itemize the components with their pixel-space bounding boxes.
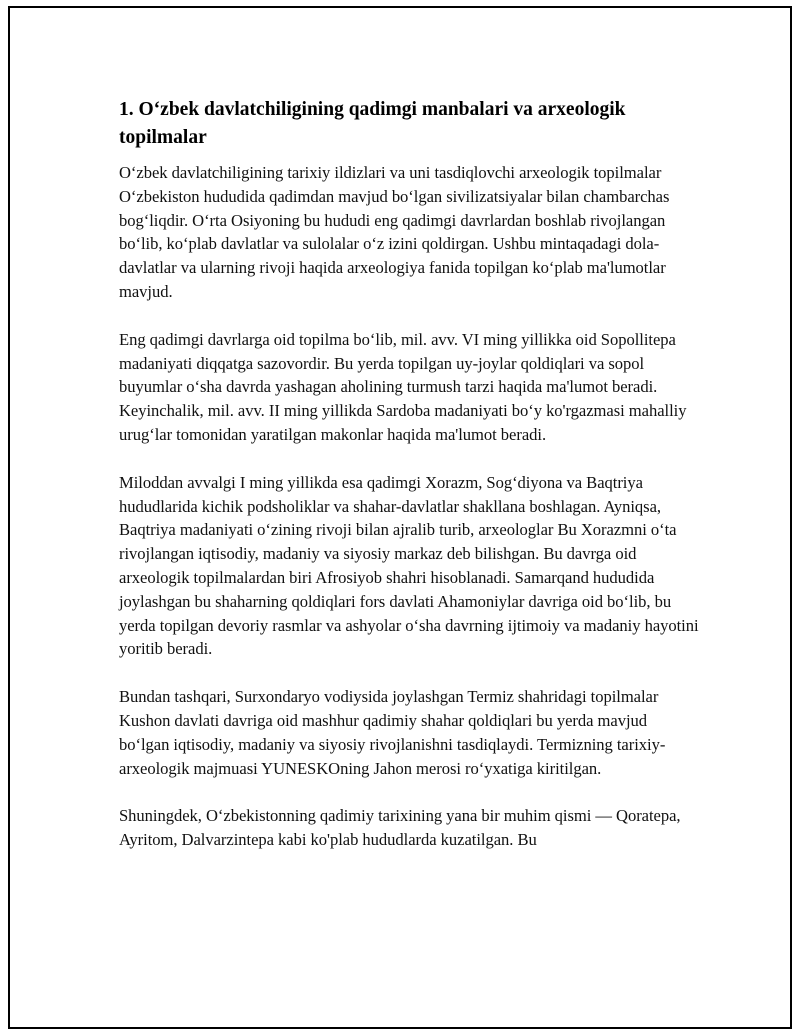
document-content: [119, 96, 699, 876]
paragraph-5: Shuningdek, O‘zbekistonning qadimiy tarixining yana bir muhim qismi — Qoratepa, Ayritom, Dalvarzintepa kabi ko'plab hududlarda kuzatilgan. Bu: [119, 806, 681, 850]
section-heading: 1. O‘zbek davlatchiligining qadimgi manbalari va arxeologik topilmalar: [119, 99, 626, 148]
paragraph-2: Eng qadimgi davrlarga oid topilma bo‘lib, mil. avv. VI ming yillikka oid Sopollitepa madaniyati diqqatga sazovordir. Bu yerda topilgan uy-joylar qoldiqlari va sopol buyumlar o‘sha davrda yashagan aholining turmush tarzi haqida ma'lumot beradi. Keyinchalik, mil. avv. II ming yillikda Sardoba madaniyati bo‘y ko'rgazmasi mahalliy urug‘lar tomonidan yaratilgan makonlar haqida ma'lumot beradi.: [119, 329, 687, 444]
paragraph-3: Miloddan avvalgi I ming yillikda esa qadimgi Xorazm, Sog‘diyona va Baqtriya hududlarida kichik podsholiklar va shahar-davlatlar shakllana boshlagan. Ayniqsa, Baqtriya madaniyati o‘zining rivoji bilan ajralib turib, arxeologlar Bu Xorazmni o‘ta rivojlangan iqtisodiy, madaniy va siyosiy markaz deb bilishgan. Bu davrga oid arxeologik topilmalardan biri Afrosiyob shahri hisoblanadi. Samarqand hududida joylashgan bu shaharning qoldiqlari fors davlati Ahamoniylar davriga oid bo‘lib, bu yerda topilgan devoriy rasmlar va ashyolar o‘sha davrning ijtimoiy va madaniy hayotini yoritib beradi.: [119, 472, 699, 659]
paragraph-4: Bundan tashqari, Surxondaryo vodiysida joylashgan Termiz shahridagi topilmalar Kushon davlati davriga oid mashhur qadimiy shahar qoldiqlari bu yerda mavjud bo‘lgan iqtisodiy, madaniy va siyosiy rivojlanishni tasdiqlaydi. Termizning tarixiy-arxeologik majmuasi YUNESKOning Jahon merosi ro‘yxatiga kiritilgan.: [119, 687, 666, 778]
page-frame: [8, 6, 792, 1029]
paragraph-1: O‘zbek davlatchiligining tarixiy ildizlari va uni tasdiqlovchi arxeologik topilmalar O‘zbekiston hududida qadimdan mavjud bo‘lgan sivilizatsiyalar bilan chambarchas bog‘liqdir. O‘rta Osiyoning bu hududi eng qadimgi davrlardan boshlab rivojlangan bo‘lib, ko‘plab davlatlar va sulolalar o‘z izini qoldirgan. Ushbu mintaqadagi dola-davlatlar va ularning rivoji haqida arxeologiya fanida topilgan ko‘plab ma'lumotlar mavjud.: [119, 163, 670, 301]
